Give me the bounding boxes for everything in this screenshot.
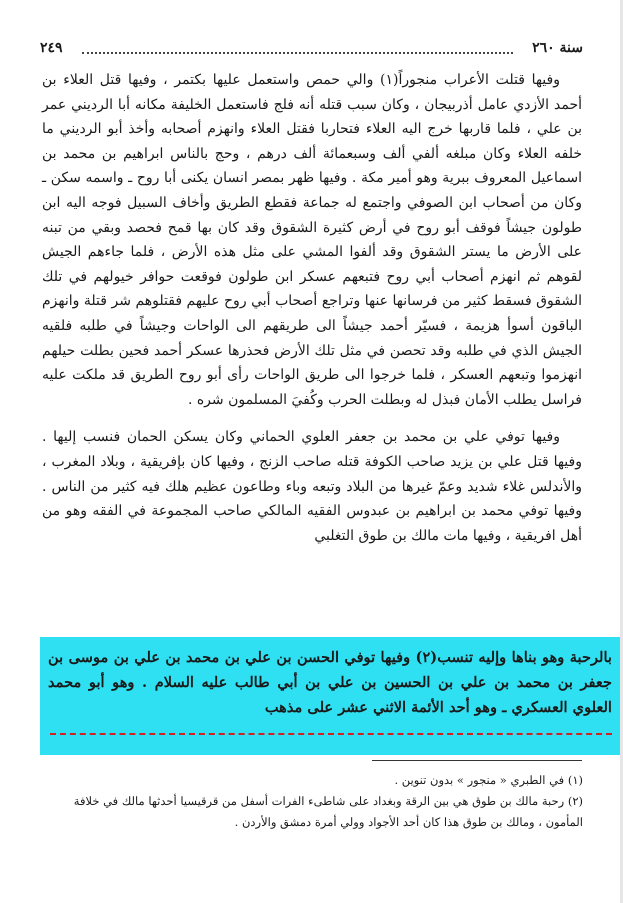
highlighted-passage-box: [40, 637, 623, 755]
paragraph: وفيها قتلت الأعراب منجوراً(١) والي حمص واستعمل عليها بكتمر ، وفيها قتل العلاء بن أحمد الأزدي عامل أذربيجان ، وكان سبب قتله أنه فلج فاستعمل الخليفة مكانه أبا الرديني عمر بن علي ، فلما قاربها خرج اليه العلاء فتحاربا فقتل العلاء وانهزم أصحابه وأخذ أبو الرديني ما خلفه العلاء وكان مبلغه ألفي ألف وسبعمائة ألف درهم ، وحج بالناس ابراهيم بن محمد بن اسماعيل المعروف ببرية وهو أمير مكة . وفيها ظهر بمصر انسان يكنى أبا روح ـ واسمه سكن ـ وكان من أصحاب ابن الصوفي واجتمع له جماعة فقطع الطريق وأخاف السبيل فوجه اليه ابن طولون جيشاً فوقف أبو روح في أرض كثيرة الشقوق وقد كان بها قمح فحصد وبقي من تبنه على الأرض ما يستر الشقوق وقد ألفوا المشي على مثل هذه الأرض ، فلما جاءهم الجيش لقوهم ثم انهزم أصحاب أبي روح فتبعهم عسكر ابن طولون فوقعت حوافر خيولهم في تلك الشقوق فسقط كثير من فرسانها عنها وتراجع أصحاب أبي روح عليهم فقتلوهم شر قتلة وانهزم الباقون أسوأ هزيمة ، فسيّر أحمد جيشاً الى طريقهم الى الواحات وجيشاً في طلبه فلقيه الجيش الذي في طلبه وقد تحصن في مثل تلك الأرض فحذرها عسكر أحمد فحين بطلت حيلهم انهزموا وتبعهم العسكر ، فلما خرجوا الى طريق الواحات رأى أبو روح الطريق قد ملكت عليه فراسل يطلب الأمان فبذل له وبطلت الحرب وكُفيَ المسلمون شره .: [42, 72, 582, 408]
footnote-separator: [372, 760, 582, 761]
page-number: ٢٤٩: [40, 40, 63, 56]
footnote: (٢) رحبة مالك بن طوق هي بين الرقة وبغداد على شاطىء الفرات أسفل من قرقيسيا أحدثها مالك في خلافة المأمون ، ومالك بن طوق هذا كان أحد الأجواد وولي أمرة دمشق والأردن .: [73, 794, 583, 829]
highlighted-passage: بالرحبة وهو بناها وإليه تنسب(٢) وفيها توفي الحسن بن علي بن محمد بن علي بن موسى بن جعفر بن محمد بن علي بن الحسين بن علي بن أبي طالب عليه السلام . وهو أبو محمد العلوي العسكري ـ وهو أحد الأئمة الاثني عشر على مذهب: [48, 649, 612, 716]
body-text: [42, 68, 582, 561]
footnote: (١) في الطبري « منجور » بدون تنوين .: [394, 773, 583, 787]
dashed-underline: [50, 733, 612, 735]
year-label: سنة ٢٦٠: [532, 40, 583, 56]
paragraph: وفيها توفي علي بن محمد بن جعفر العلوي الحماني وكان يسكن الحمان فنسب إليها . وفيها قتل علي بن يزيد صاحب الكوفة قتله صاحب الزنج ، وفيها كان بإفريقية ، وبلاد المغرب ، والأندلس غلاء شديد وعمّ غيرها من البلاد وتبعه وباء وطاعون عظيم هلك فيه كثير من الناس . وفيها توفي محمد بن ابراهيم بن عبدوس الفقيه المالكي صاحب المجموعة في الفقه وهو من أهل افريقية ، وفيها مات مالك بن طوق التغلبي: [42, 429, 582, 544]
running-header: [40, 40, 583, 62]
header-dotted-rule: [82, 52, 513, 54]
footnotes: [40, 770, 583, 833]
